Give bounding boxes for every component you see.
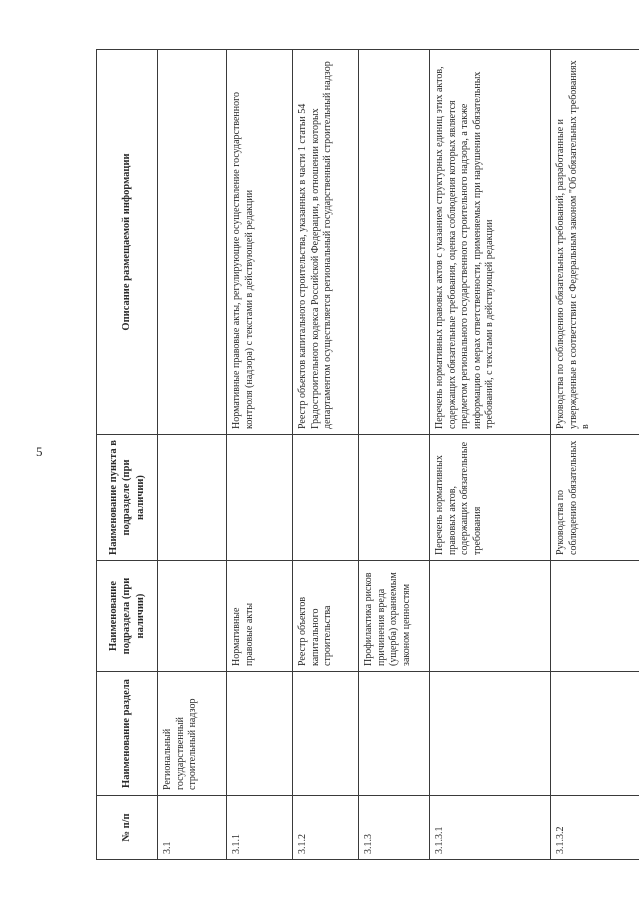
- cell-section: [359, 672, 430, 796]
- table-row: [293, 50, 359, 860]
- cell-description: [359, 50, 430, 435]
- cell-item: [158, 435, 227, 561]
- cell-num: 3.1.2: [293, 796, 359, 860]
- info-table: [96, 49, 639, 860]
- cell-subsection: [430, 561, 551, 672]
- rotated-table-wrapper: [96, 50, 604, 860]
- header-description: Описание размещаемой информации: [97, 50, 158, 435]
- cell-description: Реестр объектов капитального строительства, указанных в части 1 статьи 54 Градостроительного кодекса Российской Федерации, в отношении которых департаментом осуществляется региональный государственный строительный надзор: [293, 50, 359, 435]
- cell-num: 3.1.3.1: [430, 796, 551, 860]
- cell-subsection: [158, 561, 227, 672]
- cell-item: Руководства по соблюдению обязательных: [551, 435, 639, 561]
- cell-num: 3.1: [158, 796, 227, 860]
- cell-subsection: Нормативные правовые акты: [227, 561, 293, 672]
- cell-description: Руководства по соблюдению обязательных требований, разработанные и утвержденные в соответствии с Федеральным законом "Об обязательных требованиях в: [551, 50, 639, 435]
- header-row: [97, 50, 158, 860]
- cell-section: [293, 672, 359, 796]
- cell-subsection: [551, 561, 639, 672]
- cell-section: [227, 672, 293, 796]
- cell-description: Перечень нормативных правовых актов с указанием структурных единиц этих актов, содержащих обязательные требования, оценка соблюдения которых является предметом регионального государственного строительного надзора, а также информацию о мерах ответственности, применяемых при нарушении обязательных требований, с текстами в действующей редакции: [430, 50, 551, 435]
- cell-subsection: Профилактика рисков причинения вреда (ущерба) охраняемым законом ценностям: [359, 561, 430, 672]
- cell-num: 3.1.1: [227, 796, 293, 860]
- header-section: Наименование раздела: [97, 672, 158, 796]
- table-row: [158, 50, 227, 860]
- cell-section: [430, 672, 551, 796]
- cell-item: [227, 435, 293, 561]
- cell-description: [158, 50, 227, 435]
- header-item: Наименование пункта в подразделе (при наличии): [97, 435, 158, 561]
- cell-num: 3.1.3.2: [551, 796, 639, 860]
- cell-item: [359, 435, 430, 561]
- cell-description: Нормативные правовые акты, регулирующие осуществление государственного контроля (надзора) с текстами в действующей редакции: [227, 50, 293, 435]
- page-number: 5: [36, 444, 43, 459]
- table-row: [551, 50, 639, 860]
- table-row: [430, 50, 551, 860]
- table-row: [227, 50, 293, 860]
- cell-item: [293, 435, 359, 561]
- table-row: [359, 50, 430, 860]
- header-subsection: Наименование подраздела (при наличии): [97, 561, 158, 672]
- cell-subsection: Реестр объектов капитального строительства: [293, 561, 359, 672]
- header-num: № п/п: [97, 796, 158, 860]
- cell-num: 3.1.3: [359, 796, 430, 860]
- cell-item: Перечень нормативных правовых актов, содержащих обязательные требования: [430, 435, 551, 561]
- cell-section: Региональный государственный строительный надзор: [158, 672, 227, 796]
- cell-section: [551, 672, 639, 796]
